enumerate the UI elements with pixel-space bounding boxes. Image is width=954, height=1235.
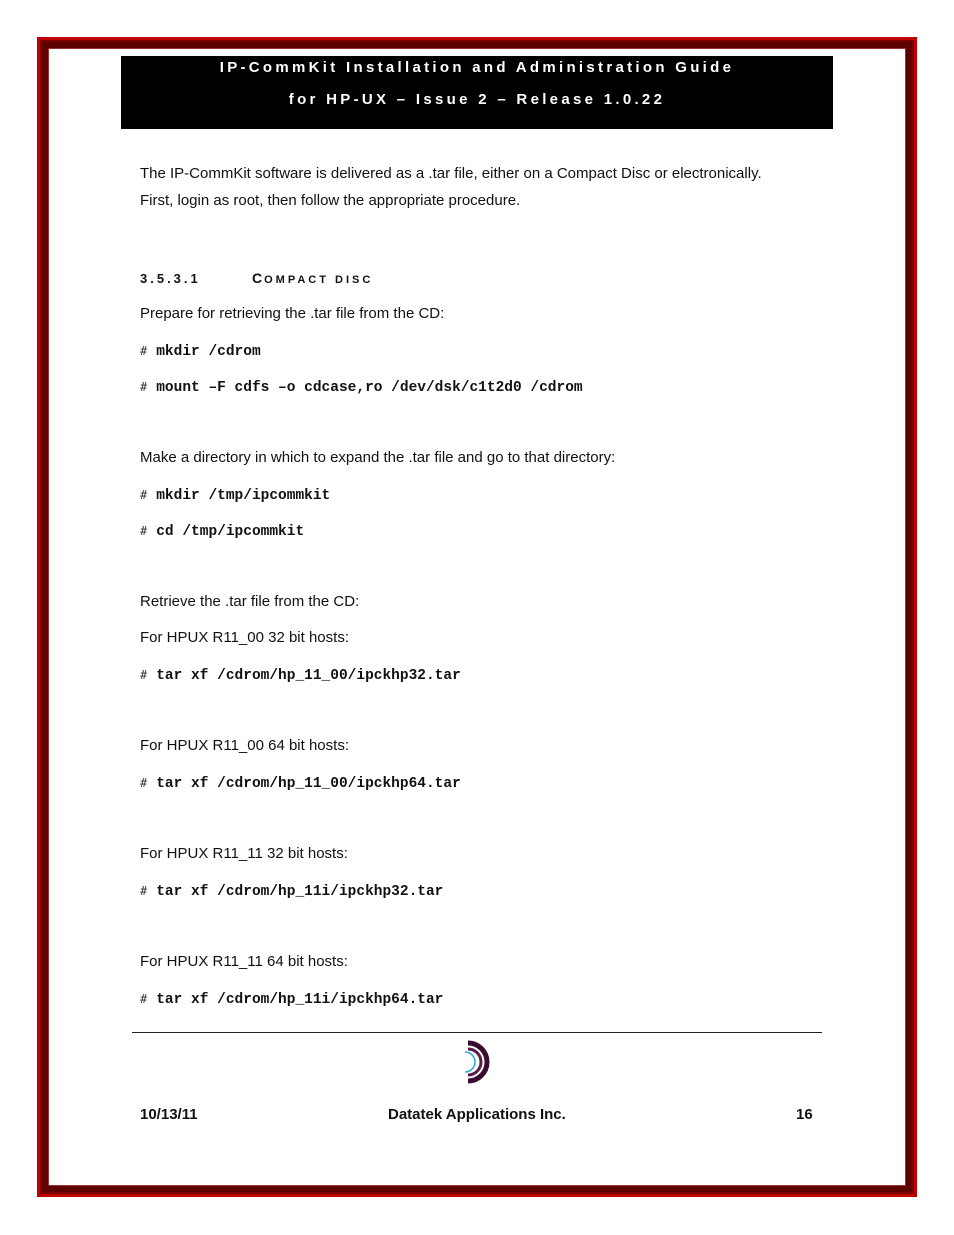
command-line — [140, 881, 443, 901]
hpux-1100-64-text: For HPUX R11_00 64 bit hosts: — [140, 737, 349, 754]
page-border — [37, 37, 917, 1197]
shell-prompt: # — [140, 344, 148, 358]
retrieve-text: Retrieve the .tar file from the CD: — [140, 593, 360, 610]
command-mount: mount –F cdfs –o cdcase,ro /dev/dsk/c1t2d0 /cdrom — [156, 380, 583, 396]
command-line — [140, 485, 330, 505]
page-border-mid — [42, 42, 912, 1192]
command-line — [140, 665, 461, 685]
command-tar-1111-32: tar xf /cdrom/hp_11i/ipckhp32.tar — [156, 884, 444, 900]
command-tar-1111-64: tar xf /cdrom/hp_11i/ipckhp64.tar — [156, 992, 444, 1008]
page-area — [48, 48, 906, 1186]
shell-prompt: # — [140, 380, 148, 394]
section-title-rest: OMPACT DISC — [264, 274, 374, 286]
command-tar-1100-64: tar xf /cdrom/hp_11_00/ipckhp64.tar — [156, 776, 461, 792]
shell-prompt: # — [140, 776, 148, 790]
command-line — [140, 773, 461, 793]
intro-line-1: The IP-CommKit software is delivered as a .tar file, either on a Compact Disc or electronically. — [140, 165, 762, 182]
section-heading — [140, 270, 373, 286]
hpux-1100-32-text: For HPUX R11_00 32 bit hosts: — [140, 629, 349, 646]
shell-prompt: # — [140, 524, 148, 538]
hpux-1111-32-text: For HPUX R11_11 32 bit hosts: — [140, 845, 348, 862]
section-number: 3.5.3.1 — [140, 271, 201, 286]
command-cd-tmp: cd /tmp/ipcommkit — [156, 524, 305, 540]
command-line — [140, 989, 443, 1009]
command-line — [140, 341, 261, 361]
make-dir-text: Make a directory in which to expand the .tar file and go to that directory: — [140, 449, 616, 466]
prepare-text: Prepare for retrieving the .tar file from the CD: — [140, 305, 445, 322]
datatek-logo-icon — [456, 1040, 496, 1084]
command-tar-1100-32: tar xf /cdrom/hp_11_00/ipckhp32.tar — [156, 668, 461, 684]
header-title: IP-CommKit Installation and Administration Guide — [219, 59, 735, 76]
footer-company: Datatek Applications Inc. — [388, 1106, 566, 1123]
footer-page-number: 16 — [796, 1106, 813, 1123]
section-title-initial: C — [252, 270, 265, 286]
shell-prompt: # — [140, 884, 148, 898]
footer-divider — [132, 1032, 822, 1033]
shell-prompt: # — [140, 668, 148, 682]
shell-prompt: # — [140, 488, 148, 502]
header-subtitle: for HP-UX – Issue 2 – Release 1.0.22 — [288, 91, 666, 108]
command-line — [140, 377, 583, 397]
command-line — [140, 521, 304, 541]
command-mkdir-tmp: mkdir /tmp/ipcommkit — [156, 488, 331, 504]
shell-prompt: # — [140, 992, 148, 1006]
intro-line-2: First, login as root, then follow the appropriate procedure. — [140, 192, 521, 209]
footer-date: 10/13/11 — [140, 1106, 198, 1123]
document-header — [121, 56, 833, 129]
hpux-1111-64-text: For HPUX R11_11 64 bit hosts: — [140, 953, 348, 970]
command-mkdir-cdrom: mkdir /cdrom — [156, 344, 261, 360]
